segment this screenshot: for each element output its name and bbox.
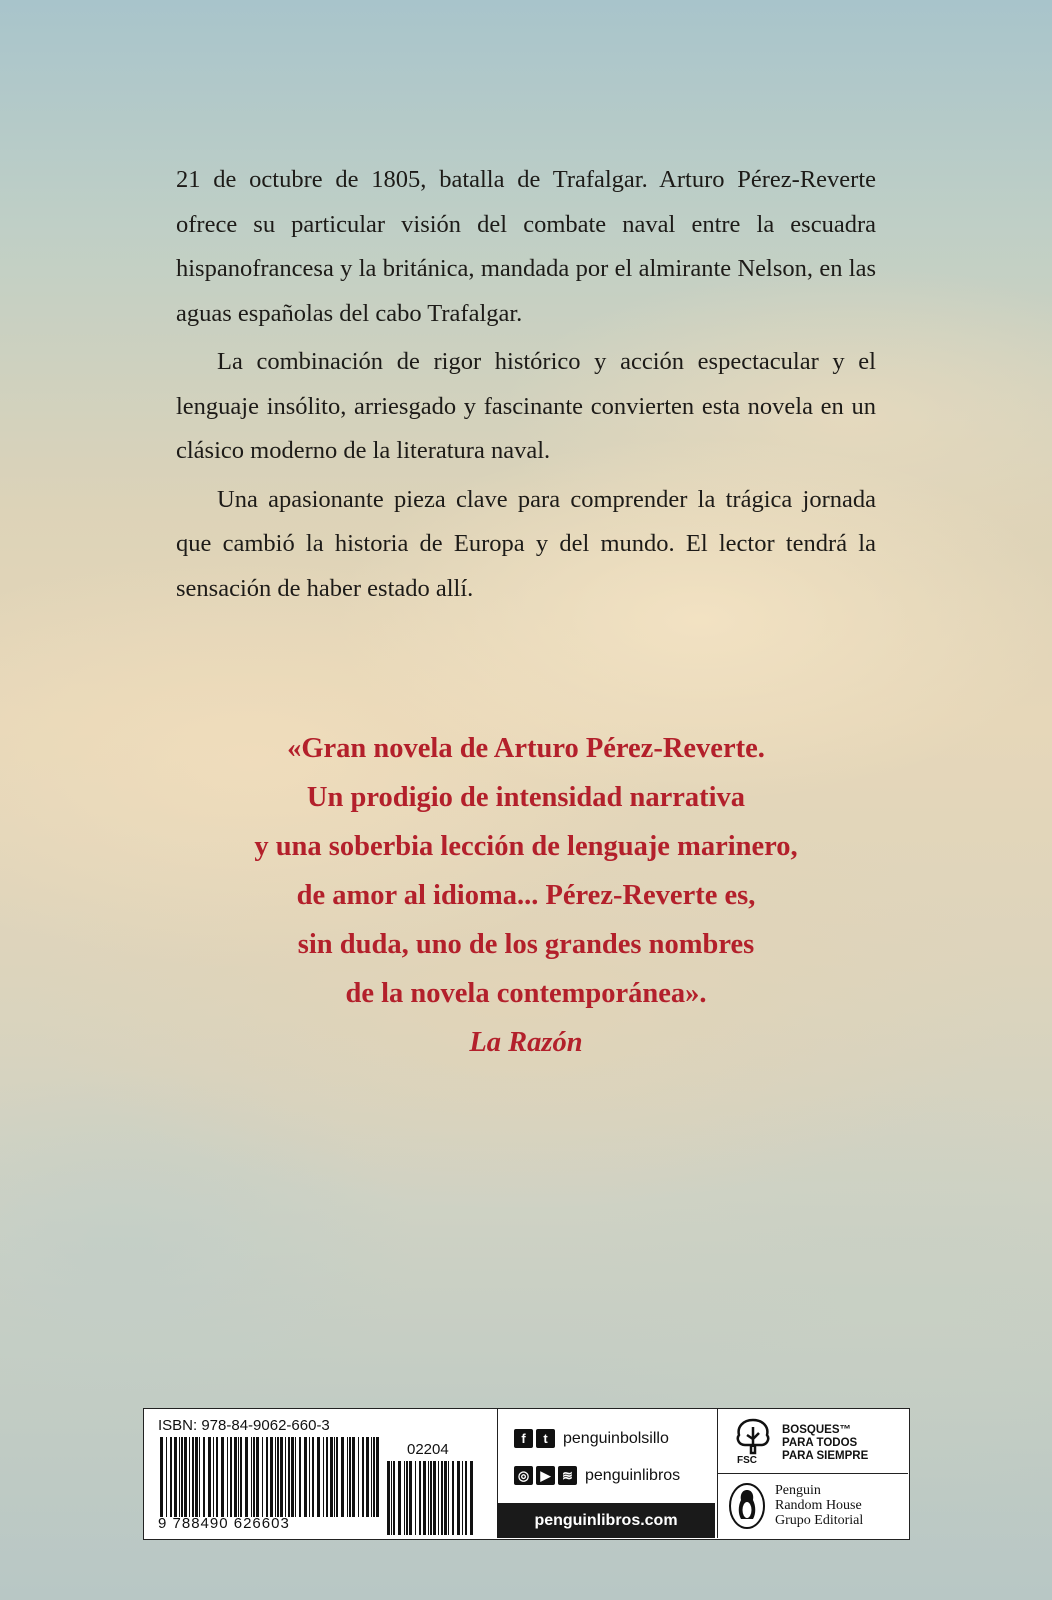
barcode-bar — [373, 1437, 375, 1517]
barcode-bar — [433, 1461, 436, 1535]
barcode-bar — [240, 1437, 242, 1517]
barcode-bar — [362, 1437, 364, 1517]
barcode-icon — [158, 1437, 382, 1517]
barcode-bar — [266, 1437, 268, 1517]
press-quote — [120, 724, 932, 1067]
social-handle: penguinbolsillo — [563, 1429, 669, 1447]
barcode-bar — [391, 1461, 392, 1535]
youtube-icon[interactable]: ▶ — [536, 1466, 555, 1485]
barcode-bar — [465, 1461, 467, 1535]
description-paragraph-3: Una apasionante pieza clave para comprender la trágica jornada que cambió la historia de Europa y del mundo. El lector tendrá la sensación de haber estado allí. — [176, 485, 876, 602]
barcode-bar — [277, 1437, 279, 1517]
barcode-bar — [406, 1461, 408, 1535]
barcode-bar — [448, 1461, 449, 1535]
description-paragraph-1: 21 de octubre de 1805, batalla de Trafalgar. Arturo Pérez-Reverte ofrece su particular visión del combate naval entre la escuadra hispanofrancesa y la británica, mandada por el almirante Nelson, en las aguas españolas del cabo Trafalgar. — [176, 166, 876, 327]
isbn-label: ISBN: 978-84-9062-660-3 — [158, 1417, 330, 1434]
barcode-bar — [256, 1437, 259, 1517]
barcode-bar — [189, 1437, 190, 1517]
fsc-tree-icon — [731, 1417, 775, 1457]
barcode-bar — [174, 1437, 177, 1517]
social-row-bolsillo — [514, 1429, 669, 1448]
quote-line: «Gran novela de Arturo Pérez-Reverte. — [287, 733, 765, 764]
barcode-bar — [428, 1461, 429, 1535]
spotify-icon[interactable]: ≋ — [558, 1466, 577, 1485]
barcode-bar — [216, 1437, 218, 1517]
barcode-bar — [457, 1461, 460, 1535]
barcode-bar — [270, 1437, 273, 1517]
barcode-bar — [398, 1461, 401, 1535]
barcode-bar — [192, 1437, 194, 1517]
facebook-icon[interactable]: f — [514, 1429, 533, 1448]
barcode-bar — [376, 1437, 379, 1517]
barcode-bar — [234, 1437, 237, 1517]
barcode-bar — [253, 1437, 255, 1517]
barcode-bar — [288, 1437, 290, 1517]
barcode-bar — [330, 1437, 333, 1517]
fsc-slogan: BOSQUES™ PARA TODOS PARA SIEMPRE — [782, 1424, 869, 1462]
barcode-bar — [275, 1437, 276, 1517]
barcode-addon-icon — [385, 1461, 479, 1535]
barcode-bar — [347, 1437, 348, 1517]
barcode-bar — [312, 1437, 314, 1517]
barcode-bar — [195, 1437, 198, 1517]
barcode-bar — [184, 1437, 187, 1517]
barcode-bar — [419, 1461, 421, 1535]
barcode-bar — [409, 1461, 412, 1535]
barcode-bar — [336, 1437, 338, 1517]
barcode-bar — [203, 1437, 205, 1517]
barcode-bar — [160, 1437, 163, 1517]
barcode-bar — [295, 1437, 296, 1517]
barcode-bar — [199, 1437, 200, 1517]
barcode-bar — [213, 1437, 214, 1517]
barcode-bar — [317, 1437, 320, 1517]
description-paragraph-2: La combinación de rigor histórico y acción espectacular y el lenguaje insólito, arriesgado y fascinante convierten esta novela en un clásico moderno de la literatura naval. — [176, 348, 876, 464]
barcode-bar — [170, 1437, 172, 1517]
barcode-bar — [371, 1437, 372, 1517]
barcode-bar — [366, 1437, 369, 1517]
barcode-bar — [326, 1437, 328, 1517]
barcode-bar — [221, 1437, 224, 1517]
publisher-name: Penguin Random House Grupo Editorial — [775, 1483, 864, 1528]
barcode-bar — [230, 1437, 232, 1517]
barcode-bar — [452, 1461, 454, 1535]
barcode-bar — [470, 1461, 473, 1535]
barcode-bar — [262, 1437, 263, 1517]
barcode-bar — [352, 1437, 355, 1517]
barcode-bar — [309, 1437, 310, 1517]
instagram-icon[interactable]: ◎ — [514, 1466, 533, 1485]
barcode-bar — [358, 1437, 359, 1517]
barcode-bar — [166, 1437, 167, 1517]
twitter-icon[interactable]: t — [536, 1429, 555, 1448]
barcode-addon-number: 02204 — [407, 1441, 449, 1458]
barcode-bar — [181, 1437, 183, 1517]
barcode-bar — [227, 1437, 228, 1517]
quote-line: de la novela contemporánea». — [345, 978, 707, 1009]
social-row-libros — [514, 1466, 680, 1485]
quote-line: y una soberbia lección de lenguaje marinero, — [254, 831, 798, 862]
barcode-digits: 9 788490 626603 — [158, 1515, 290, 1532]
barcode-bar — [430, 1461, 432, 1535]
barcode-bar — [438, 1461, 439, 1535]
quote-line: Un prodigio de intensidad narrativa — [306, 782, 746, 813]
barcode-bar — [245, 1437, 248, 1517]
social-handle: penguinlibros — [585, 1466, 681, 1484]
barcode-bar — [285, 1437, 286, 1517]
quote-source: La Razón — [469, 1027, 583, 1058]
penguin-logo-icon — [727, 1481, 767, 1531]
barcode-bar — [334, 1437, 335, 1517]
barcode-bar — [291, 1437, 294, 1517]
barcode-bar — [251, 1437, 252, 1517]
barcode-panel — [144, 1409, 498, 1538]
quote-line: sin duda, uno de los grandes nombres — [297, 929, 755, 960]
barcode-bar — [341, 1437, 344, 1517]
barcode-bar — [423, 1461, 426, 1535]
barcode-bar — [323, 1437, 324, 1517]
back-cover-description — [176, 158, 876, 611]
barcode-bar — [208, 1437, 211, 1517]
barcode-bar — [444, 1461, 447, 1535]
barcode-bar — [441, 1461, 443, 1535]
quote-line: de amor al idioma... Pérez-Reverte es, — [296, 880, 756, 911]
barcode-bar — [387, 1461, 390, 1535]
barcode-bar — [304, 1437, 307, 1517]
certification-panel — [717, 1409, 908, 1538]
barcode-bar — [280, 1437, 283, 1517]
social-panel — [497, 1409, 718, 1538]
barcode-bar — [404, 1461, 405, 1535]
fsc-mark: FSC — [737, 1455, 757, 1466]
barcode-bar — [462, 1461, 463, 1535]
fsc-block — [717, 1409, 908, 1474]
website-link[interactable]: penguinlibros.com — [497, 1503, 715, 1538]
barcode-bar — [179, 1437, 180, 1517]
barcode-bar — [393, 1461, 395, 1535]
barcode-bar — [299, 1437, 301, 1517]
publisher-info-box — [143, 1408, 910, 1540]
barcode-bar — [238, 1437, 239, 1517]
barcode-bar — [415, 1461, 416, 1535]
barcode-bar — [349, 1437, 351, 1517]
